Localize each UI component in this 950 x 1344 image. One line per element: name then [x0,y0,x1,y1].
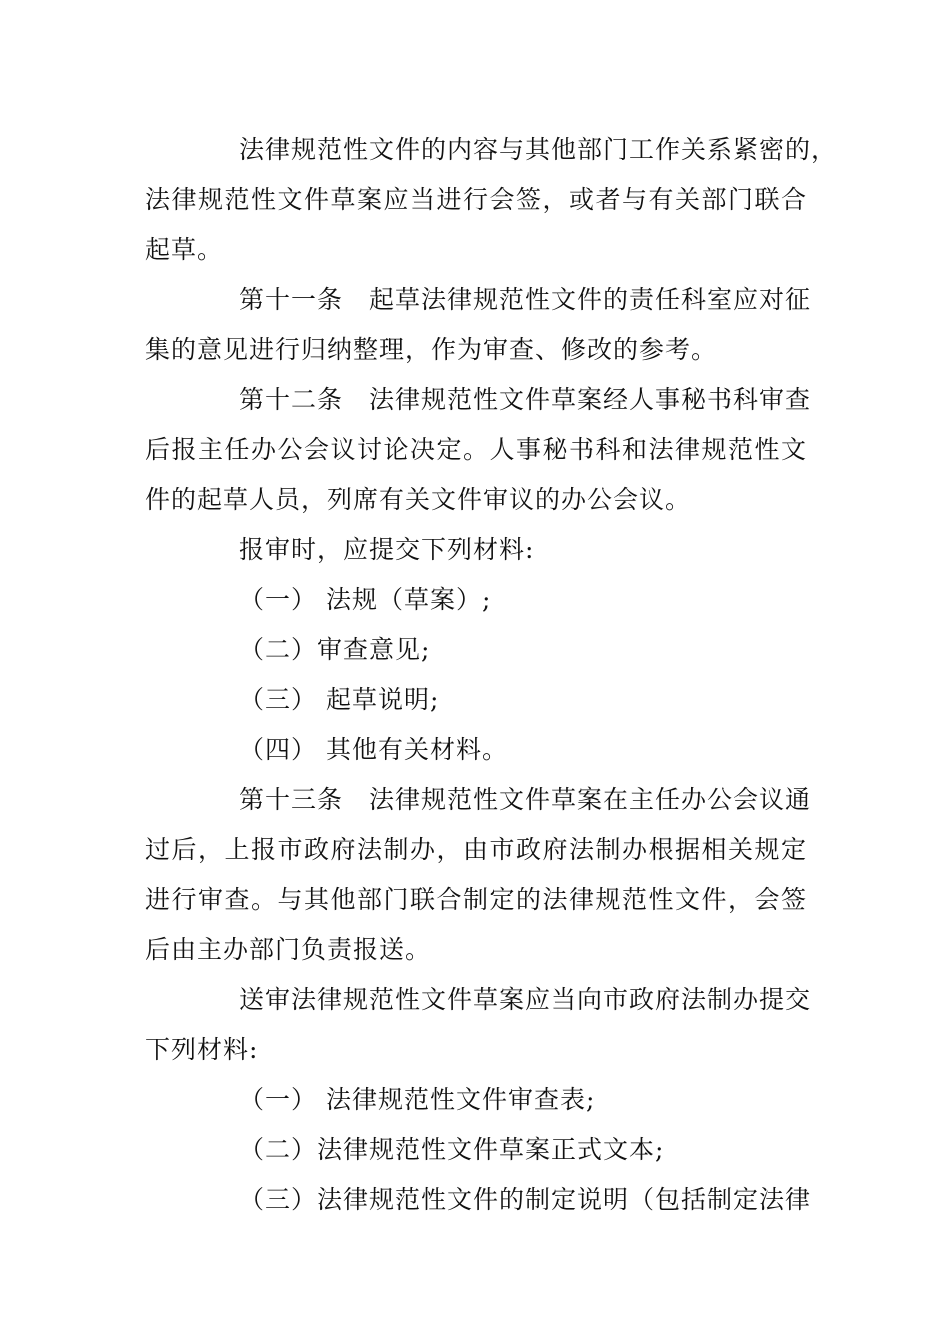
paragraph-line: 进行审查。与其他部门联合制定的法律规范性文件，会签 [145,885,807,914]
paragraph-line: 下列材料: [145,1035,259,1064]
list-item: （二）法律规范性文件草案正式文本; [239,1135,665,1164]
paragraph-line: 起草。 [145,235,224,264]
list-item: （一） 法律规范性文件审查表; [239,1085,596,1114]
list-item: （四） 其他有关材料。 [239,735,508,764]
document-page [145,125,838,1225]
list-item: （三）法律规范性文件的制定说明（包括制定法律 [239,1185,812,1214]
list-item: （三） 起草说明; [239,685,440,714]
paragraph-line: 法律规范性文件草案应当进行会签，或者与有关部门联合 [145,185,807,214]
paragraph-line: 后由主办部门负责报送。 [145,935,432,964]
paragraph-line: 件的起草人员，列席有关文件审议的办公会议。 [145,485,692,514]
paragraph-line: 法律规范性文件的内容与其他部门工作关系紧密的， [239,135,838,164]
article-13-heading-line: 第十三条 法律规范性文件草案在主任办公会议通 [239,785,812,814]
list-item: （二）审查意见; [239,635,431,664]
paragraph-line: 送审法律规范性文件草案应当向市政府法制办提交 [239,985,812,1014]
article-12-heading-line: 第十二条 法律规范性文件草案经人事秘书科审查 [239,385,812,414]
paragraph-line: 过后，上报市政府法制办，由市政府法制办根据相关规定 [145,835,807,864]
paragraph-line: 报审时，应提交下列材料: [239,535,535,564]
paragraph-line: 集的意见进行归纳整理，作为审查、修改的参考。 [145,335,718,364]
article-11-heading-line: 第十一条 起草法律规范性文件的责任科室应对征 [239,285,812,314]
list-item: （一） 法规（草案）; [239,585,492,614]
paragraph-line: 后报主任办公会议讨论决定。人事秘书科和法律规范性文 [145,435,807,464]
